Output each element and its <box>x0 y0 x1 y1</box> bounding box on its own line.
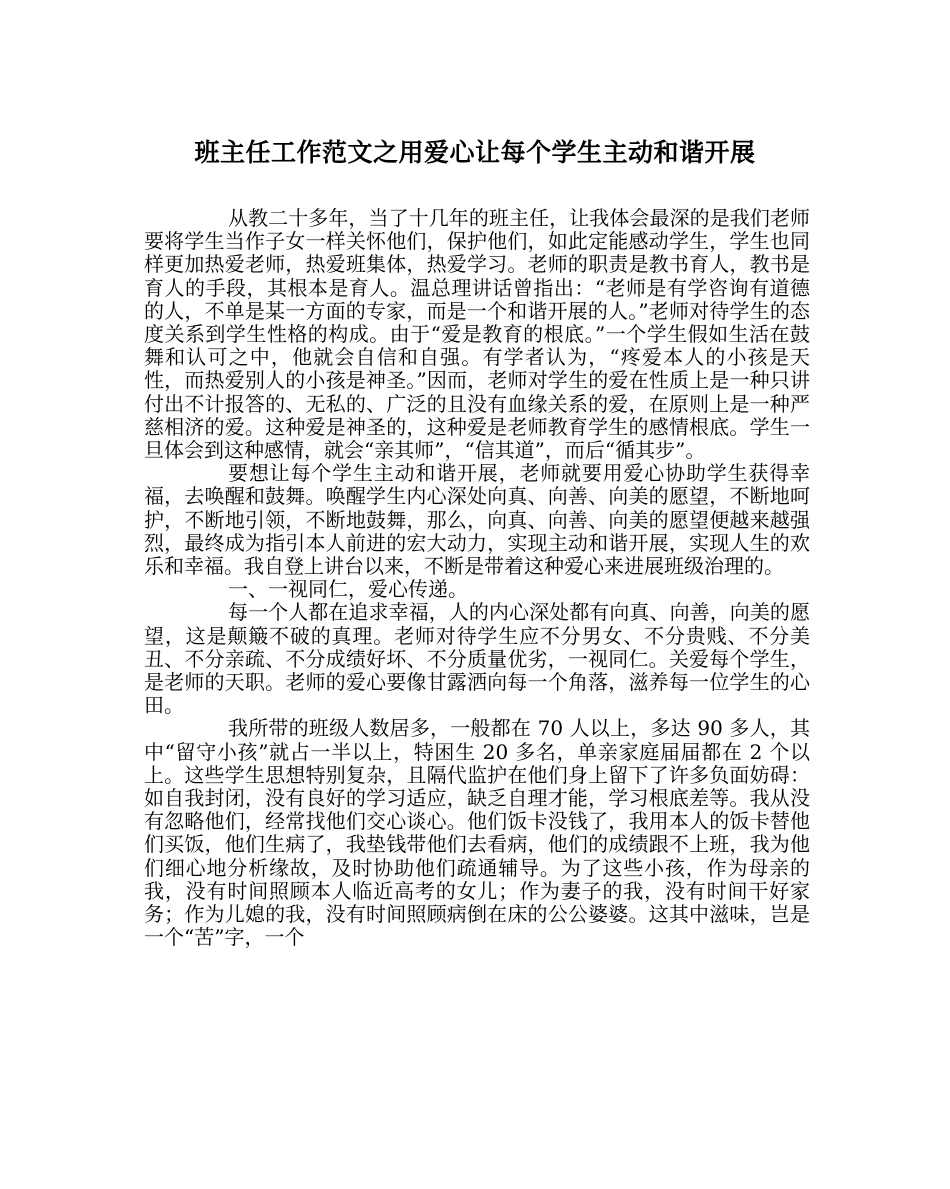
document-title: 班主任工作范文之用爱心让每个学生主动和谐开展 <box>194 138 756 167</box>
document-body <box>144 207 810 950</box>
section-heading-1: 一、一视同仁，爱心传递。 <box>228 577 468 602</box>
paragraph-2: 要想让每个学生主动和谐开展，老师就要用爱心协助学生获得幸福，去唤醒和鼓舞。唤醒学生内心深处向真、向善、向美的愿望，不断地呵护，不断地引领，不断地鼓舞，那么，向真、向善、向美的愿望便越来越强烈，最终成为指引本人前进的宏大动力，实现主动和谐开展，实现人生的欢乐和幸福。我自登上讲台以来，不断是带着这种爱心来进展班级治理的。 <box>144 461 810 579</box>
paragraph-3: 每一个人都在追求幸福，人的内心深处都有向真、向善，向美的愿望，这是颠簸不破的真理。老师对待学生应不分男女、不分贵贱、不分美丑、不分亲疏、不分成绩好坏、不分质量优劣，一视同仁。关爱每个学生，是老师的天职。老师的爱心要像甘露洒向每一个角落，滋养每一位学生的心田。 <box>144 600 810 718</box>
paragraph-1: 从教二十多年，当了十几年的班主任，让我体会最深的是我们老师要将学生当作子女一样关怀他们，保护他们，如此定能感动学生，学生也同样更加热爱老师，热爱班集体，热爱学习。老师的职责是教书育人，教书是育人的手段，其根本是育人。温总理讲话曾指出：“老师是有学咨询有道德的人，不单是某一方面的专家，而是一个和谐开展的人。”老师对待学生的态度关系到学生性格的构成。由于“爱是教育的根底。”一个学生假如生活在鼓舞和认可之中，他就会自信和自强。有学者认为，“疼爱本人的小孩是天性，而热爱别人的小孩是神圣。”因而，老师对学生的爱在性质上是一种只讲付出不计报答的、无私的、广泛的且没有血缘关系的爱，在原则上是一种严慈相济的爱。这种爱是神圣的，这种爱是老师教育学生的感情根底。学生一旦体会到这种感情，就会“亲其师”，“信其道”，而后“循其步”。 <box>144 206 810 463</box>
paragraph-4: 我所带的班级人数居多，一般都在 70 人以上，多达 90 多人，其中“留守小孩”就占一半以上，特困生 20 多名，单亲家庭届届都在 2 个以上。这些学生思想特别复杂，且隔代监护在他们身上留下了许多负面妨碍：如自我封闭，没有良好的学习适应，缺乏自理才能，学习根底差等。我从没有忽略他们，经常找他们交心谈心。他们饭卡没钱了，我用本人的饭卡替他们买饭，他们生病了，我垫钱带他们去看病，他们的成绩跟不上班，我为他们细心地分析缘故，及时协助他们疏通辅导。为了这些小孩，作为母亲的我，没有时间照顾本人临近高考的女儿；作为妻子的我，没有时间干好家务；作为儿媳的我，没有时间照顾病倒在床的公公婆婆。这其中滋味，岂是一个“苦”字，一个 <box>144 716 810 950</box>
